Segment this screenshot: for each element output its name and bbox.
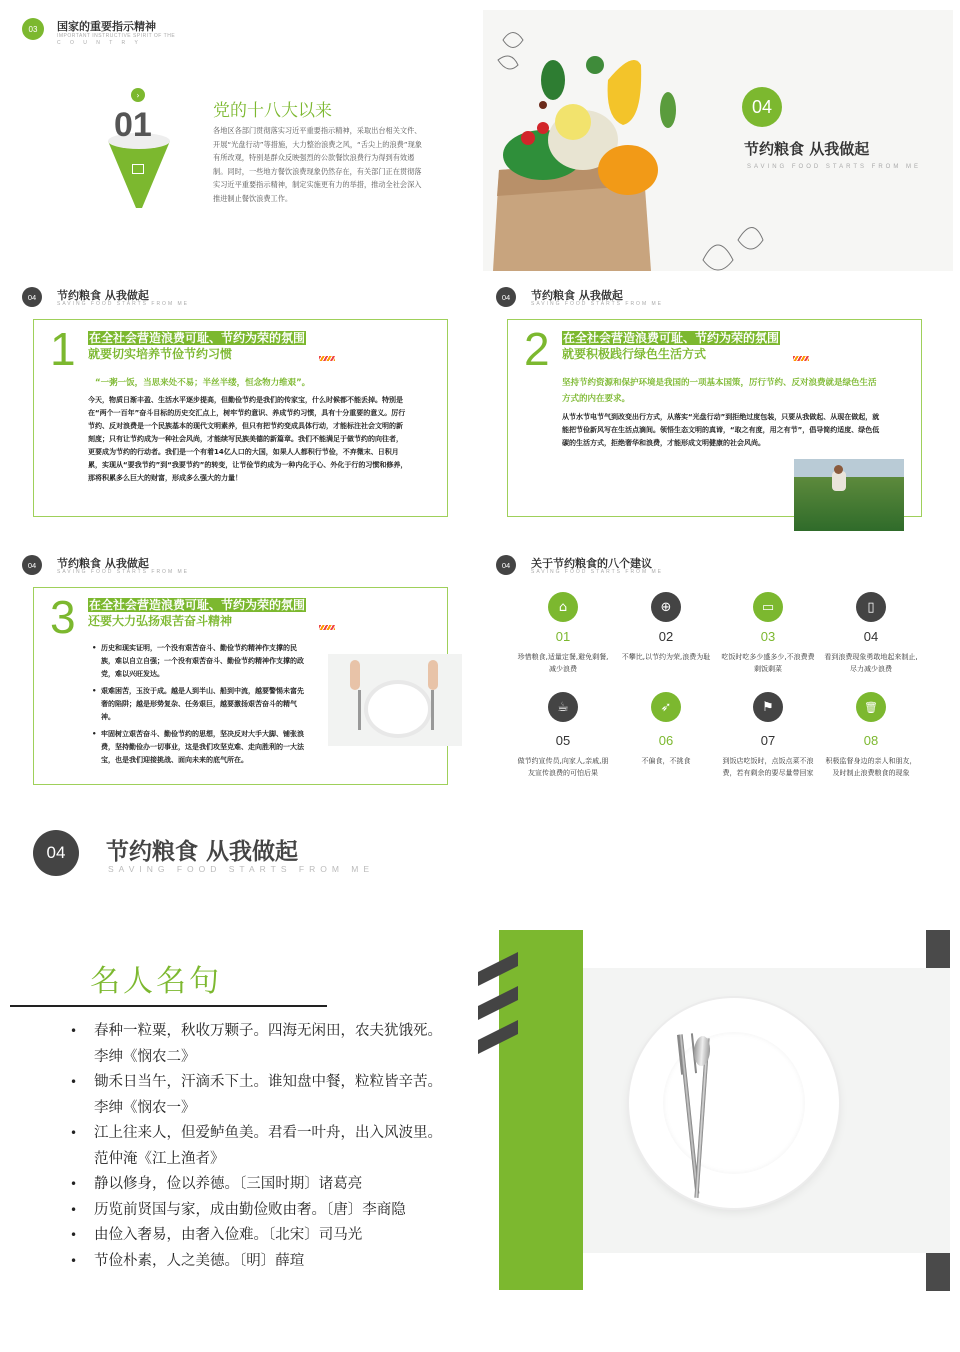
bullet-item: • 艰难困苦，玉汝于成。越是人到半山、船到中流，越要警惕未富先奢的陷阱；越是形势复杂、任务艰巨，越要激扬艰苦奋斗的精气神。 — [92, 687, 304, 721]
highlight-line-2: 就要切实培养节俭节约习惯 — [88, 347, 233, 361]
suggestion-number: 07 — [760, 733, 776, 748]
slide-title: 节约粮食 从我做起 — [57, 557, 149, 570]
suggestion-number: 01 — [555, 629, 571, 644]
highlight-line-1: 在全社会营造浪费可耻、节约为荣的氛围 — [89, 331, 306, 345]
suggestion-text: 不攀比,以节约为荣,浪费为耻 — [621, 653, 711, 661]
quote-item: • 静以修身，俭以养德。〔三国时期〕诸葛亮 — [70, 1172, 460, 1198]
quote-author: 李绅《悯农二》 — [94, 1048, 196, 1065]
section-badge: 04 — [496, 555, 516, 575]
bullet-list — [92, 642, 307, 767]
leaf-doodles-top — [483, 20, 553, 90]
quote-item: • 由俭入奢易，由奢入俭难。〔北宋〕司马光 — [70, 1223, 460, 1249]
dark-block-bottom — [926, 1253, 950, 1291]
slide-subtitle: SAVING FOOD STARTS FROM ME — [531, 569, 664, 575]
bullet-item: • 牢固树立艰苦奋斗、勤俭节约的思想，坚决反对大手大脚、铺张浪费，坚持勤俭办一切事业，这是我们攻坚克难、走向胜利的一大法宝，也是我们迎接挑战、面向未来的底气所在。 — [92, 730, 304, 764]
cup-icon: ☕ — [548, 692, 578, 722]
cone-number: 01 — [114, 106, 152, 144]
suggestion-number: 04 — [863, 629, 879, 644]
suggestion-text: 吃饭时吃多少盛多少,不浪费费剩饭剩菜 — [721, 653, 815, 673]
heading-underline — [10, 1005, 327, 1007]
slide-subtitle: SAVING FOOD STARTS FROM ME — [747, 164, 922, 170]
lead-text: 坚持节约资源和保护环境是我国的一项基本国策，厉行节约、反对浪费就是绿色生活方式的内在要求。 — [562, 378, 877, 404]
slide-title: 节约粮食 从我做起 — [744, 140, 870, 158]
quote-line: “一粥一饭，当思来处不易；半丝半缕，恒念物力维艰”。 — [95, 378, 311, 388]
slide-title: 国家的重要指示精神 — [57, 20, 156, 33]
section-badge: 04 — [742, 87, 782, 127]
quote-author: 范仲淹《江上渔者》 — [94, 1150, 225, 1167]
home-icon: ⌂ — [548, 592, 578, 622]
quote-item: • 春种一粒粟，秋收万颗子。四海无闲田，农夫犹饿死。 — [70, 1019, 460, 1045]
suggestion-text: 看到浪费现象勇敢地起来制止,尽力减少浪费 — [824, 653, 918, 673]
quote-author: 李绅《悯农一》 — [94, 1099, 196, 1116]
body-text: 今天，物质日渐丰盈、生活水平逐步提高，但勤俭节约是我们的传家宝，什么时候都不能丢掉。特别是在“两个一百年”奋斗目标的历史交汇点上，树牢节约意识、养成节约习惯，具有十分重要的意义。厉行节约、反对浪费是一个民族基本的现代文明素养，但只有把节约变成具体行动，才能标注社会文明的新刻度；只有让节约成为一种社会风尚，才能续写民族美德的新篇章。我们不能满足于做节约的向往者，更要成为节约的行动者。我们是一个有着14亿人口的大国，如果人人都积行节俭，不弃微末、日积月累，实现从“要我节约”到“我要节约”的转变，让节俭节约成为一种内化于心、外化于行的习惯和修养，那将积累多么巨大的财富，形成多么强大的力量！ — [88, 396, 408, 482]
decor-stripes — [319, 356, 335, 361]
vegetable-bag-image — [483, 10, 953, 271]
highlight-line-2: 就要积极践行绿色生活方式 — [562, 347, 707, 361]
suggestion-number: 05 — [555, 733, 571, 748]
bullet-item: • 历史和现实证明，一个没有艰苦奋斗、勤俭节约精神作支撑的民族，难以自立自强；一个没有艰苦奋斗、勤俭节约精神作支撑的政党，难以兴旺发达。 — [92, 644, 304, 678]
phone-icon: ▯ — [856, 592, 886, 622]
suggestion-text: 珍惜粮食,适量定餐,避免剩餐,减少浪费 — [517, 653, 609, 673]
slide-title: 关于节约粮食的八个建议 — [531, 557, 652, 570]
plate-image — [583, 968, 950, 1253]
suggestion-number: 03 — [760, 629, 776, 644]
suggestion-number: 08 — [863, 733, 879, 748]
suggestion-number: 02 — [658, 629, 674, 644]
farmer-field-image — [794, 459, 904, 531]
quote-item: • 锄禾日当午，汗滴禾下土。谁知盘中餐，粒粒皆辛苦。 — [70, 1070, 460, 1096]
slide-subtitle: IMPORTANT INSTRUCTIVE SPIRIT OF THE — [57, 33, 176, 39]
slide-title: 节约粮食 从我做起 — [106, 839, 299, 865]
diagonal-stripes — [478, 952, 518, 1072]
quotes-list — [70, 1019, 460, 1274]
cone-top-dot: › — [131, 88, 145, 102]
monitor-icon: ▭ — [753, 592, 783, 622]
slide-title: 节约粮食 从我做起 — [57, 289, 149, 302]
dark-block-top — [926, 930, 950, 968]
suggestion-text: 到饭店吃饭时，点饭点菜不浪费，若有剩余的要尽量带回家 — [722, 757, 814, 777]
slide-title: 节约粮食 从我做起 — [531, 289, 623, 302]
point-number: 2 — [524, 323, 550, 375]
decor-stripes — [319, 625, 335, 630]
cone-shape — [108, 86, 170, 211]
section-body: 各地区各部门贯彻落实习近平重要指示精神，采取出台相关文件、开展“光盘行动”等措施，大力整治浪费之风，“舌尖上的浪费”现象有所改观，特别是群众反映强烈的公款餐饮浪费行为得到有效遏制。同时，一些地方餐饮浪费现象仍然存在，有关部门正在贯彻落实习近平重要指示精神，制定实施更有力的举措，推动全社会深入推进制止餐饮浪费工作。 — [213, 126, 422, 203]
suggestion-text: 不偏食，不挑食 — [641, 757, 691, 765]
decor-stripes — [793, 356, 809, 361]
rocket-icon: ➶ — [651, 692, 681, 722]
slide-subtitle: SAVING FOOD STARTS FROM ME — [531, 301, 664, 307]
body-text: 从节水节电节气到改变出行方式，从落实“光盘行动”到拒绝过度包装，只要从我做起、从现在做起，就能把节俭新风写在生活点滴间。领悟生态文明的真谛，“取之有度，用之有节”，倡导简约适度、绿色低碳的生活方式，拒绝奢华和浪费，才能形成文明健康的社会风尚。 — [562, 413, 880, 447]
slide-subtitle: SAVING FOOD STARTS FROM ME — [108, 864, 375, 874]
quote-item: • 江上往来人，但爱鲈鱼美。君看一叶舟，出入风波里。 — [70, 1121, 460, 1147]
section-heading: 党的十八大以来 — [213, 101, 332, 121]
suggestion-number: 06 — [658, 733, 674, 748]
highlight-line-2: 还要大力弘扬艰苦奋斗精神 — [88, 614, 233, 628]
point-number: 3 — [50, 591, 76, 643]
section-badge: 04 — [22, 287, 42, 307]
slide-subtitle-2: C O U N T R Y — [57, 40, 142, 46]
target-icon: ⊕ — [651, 592, 681, 622]
cone-graphic — [108, 86, 170, 211]
quotes-heading: 名人名句 — [90, 964, 222, 999]
quote-item: • 节俭朴素，人之美德。〔明〕薛瑄 — [70, 1249, 460, 1275]
trash-icon: 🗑 — [856, 692, 886, 722]
suggestion-text: 做节约宣传员,向家人,亲戚,朋友宣传浪费的可怕后果 — [517, 757, 609, 777]
plate-hands-image — [328, 654, 462, 746]
quote-item: • 历览前贤国与家，成由勤俭败由奢。〔唐〕李商隐 — [70, 1198, 460, 1224]
section-badge: 04 — [33, 830, 79, 876]
leaf-doodles — [693, 210, 813, 271]
slide-subtitle: SAVING FOOD STARTS FROM ME — [57, 301, 190, 307]
highlight-line-1: 在全社会营造浪费可耻、节约为荣的氛围 — [89, 598, 306, 612]
suggestion-text: 积极监督身边的亲人和朋友，及时制止浪费粮食的现象 — [825, 757, 917, 777]
slide-subtitle: SAVING FOOD STARTS FROM ME — [57, 569, 190, 575]
layers-icon — [132, 164, 144, 174]
highlight-line-1: 在全社会营造浪费可耻、节约为荣的氛围 — [563, 331, 780, 345]
section-badge: 04 — [496, 287, 516, 307]
point-number: 1 — [50, 323, 76, 375]
section-badge: 04 — [22, 555, 42, 575]
section-badge: 03 — [22, 18, 44, 40]
flag-icon: ⚑ — [753, 692, 783, 722]
